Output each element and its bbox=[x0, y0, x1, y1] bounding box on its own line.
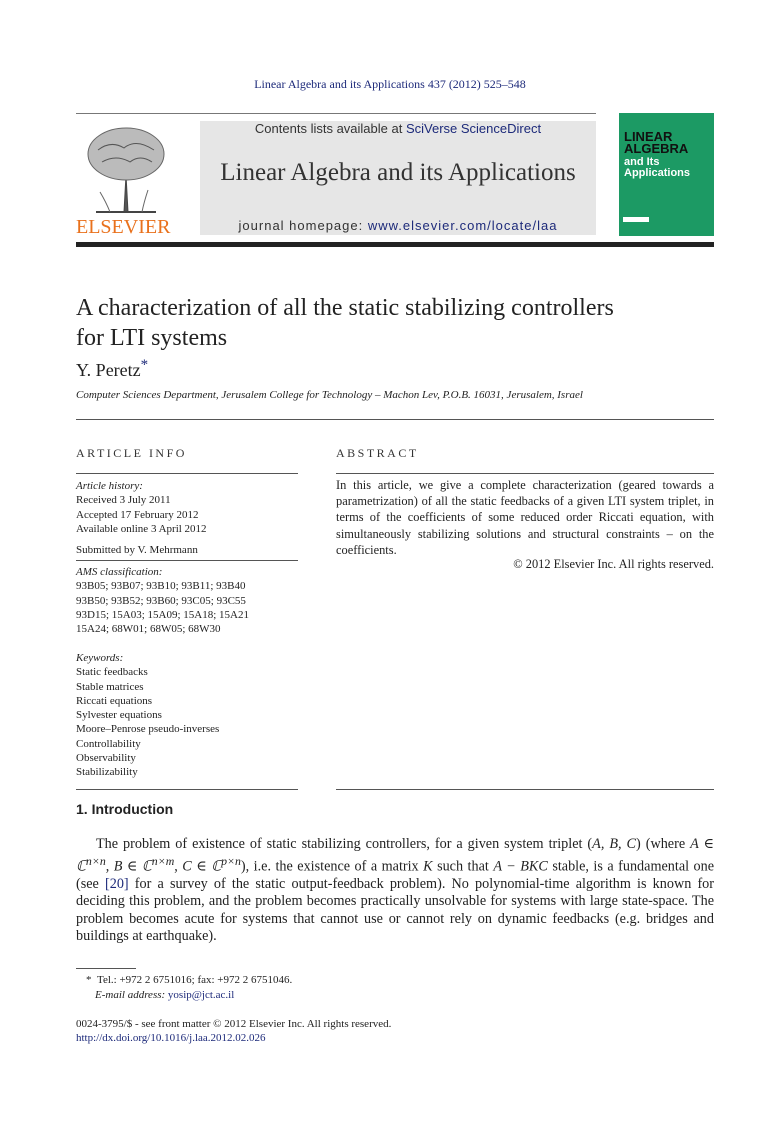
journal-header-box bbox=[200, 121, 596, 235]
footnote-email: E-mail address: yosip@jct.ac.il bbox=[95, 989, 235, 1001]
abstract-heading: ABSTRACT bbox=[336, 446, 419, 460]
abstract-bottom-rule bbox=[336, 789, 714, 790]
keyword: Stabilizability bbox=[76, 766, 138, 779]
author: Y. Peretz* bbox=[76, 357, 149, 380]
homepage-link[interactable]: www.elsevier.com/locate/laa bbox=[367, 218, 558, 233]
abstract-text: In this article, we give a complete characterization (geared towards a parametrization) of all the static feedbacks of a given LTI system triplet, in terms of the coefficients of some reduced order Riccati equation, with simultaneously stabilizing solutions and structural constraints – on the coefficients. bbox=[336, 478, 714, 557]
article-info-heading: ARTICLE INFO bbox=[76, 446, 187, 460]
cover-subtitle: and Its Applications bbox=[624, 156, 691, 179]
keywords: Keywords: Static feedbacks Stable matrices Riccati equations Sylvester equations Moore–Penrose pseudo-inverses Controllability Observability Stabilizability bbox=[76, 652, 220, 779]
sciencedirect-link[interactable]: SciVerse ScienceDirect bbox=[405, 121, 542, 136]
keyword: Riccati equations bbox=[76, 694, 153, 707]
keyword: Observability bbox=[76, 752, 136, 765]
submitted-by: Submitted by V. Mehrmann bbox=[76, 544, 198, 556]
keyword: Moore–Penrose pseudo-inverses bbox=[76, 723, 220, 736]
doi-link[interactable]: http://dx.doi.org/10.1016/j.laa.2012.02.026 bbox=[76, 1032, 266, 1044]
footnote-rule bbox=[76, 968, 136, 969]
keyword: Sylvester equations bbox=[76, 709, 162, 722]
keyword: Static feedbacks bbox=[76, 666, 148, 679]
header-thick-rule bbox=[76, 242, 714, 247]
author-footnote-mark[interactable]: * bbox=[140, 357, 149, 373]
abstract-rule bbox=[336, 473, 714, 474]
introduction-paragraph: The problem of existence of static stabilizing controllers, for a given system triplet (A, B, C) (where A ∈ ℂ$^{n\times n}$, B ∈ ℂ$^{n\times m}$, C ∈ ℂ$^{p\times n}$), i.e. the existence of a matrix K such that A − BKC stable, is a fundamental one (see [20] for a survey of the static output-feedback problem). No polynomial-time algorithm is known for deciding this problem, and the problem becomes practically unsolvable for systems with large state-space. The problem becomes acute for systems that cannot use or cannot rely on dynamic feedbacks (e.g. bridges and buildings at earthquake). bbox=[76, 836, 715, 944]
journal-citation[interactable]: Linear Algebra and its Applications 437 (2012) 525–548 bbox=[254, 77, 526, 91]
journal-homepage: journal homepage: www.elsevier.com/locate/laa bbox=[238, 218, 558, 233]
keyword: Stable matrices bbox=[76, 680, 144, 693]
elsevier-wordmark: ELSEVIER bbox=[76, 216, 171, 238]
issn-front-matter: 0024-3795/$ - see front matter © 2012 Elsevier Inc. All rights reserved. bbox=[76, 1018, 392, 1030]
article-title: A characterization of all the static stabilizing controllers for LTI systems bbox=[76, 295, 614, 351]
tree-icon bbox=[76, 120, 178, 238]
affiliation: Computer Sciences Department, Jerusalem College for Technology – Machon Lev, P.O.B. 16031, Jerusalem, Israel bbox=[76, 389, 583, 401]
email-link[interactable]: yosip@jct.ac.il bbox=[167, 989, 235, 1001]
ams-classification: AMS classification: 93B05; 93B07; 93B10; 93B11; 93B40 93B50; 93B52; 93B60; 93C05; 93C55 93D15; 15A03; 15A09; 15A18; 15A21 15A24; 68W01; 68W05; 68W30 bbox=[76, 566, 249, 636]
footnote-contact: * Tel.: +972 2 6751016; fax: +972 2 6751046. bbox=[86, 974, 293, 986]
cover-title: LINEAR ALGEBRA bbox=[624, 129, 689, 156]
article-info-divider bbox=[76, 560, 298, 561]
journal-cover-image[interactable] bbox=[619, 113, 714, 236]
header-rule bbox=[76, 113, 596, 114]
journal-name: Linear Algebra and its Applications bbox=[220, 159, 576, 186]
reference-link[interactable]: [20] bbox=[105, 876, 129, 893]
article-history: Article history: Received 3 July 2011 Accepted 17 February 2012 Available online 3 April 2012 bbox=[76, 480, 207, 535]
cover-label-bar bbox=[623, 217, 649, 222]
contents-availability: Contents lists available at SciVerse ScienceDirect bbox=[254, 121, 542, 136]
abstract-copyright: © 2012 Elsevier Inc. All rights reserved. bbox=[513, 557, 714, 571]
section-rule bbox=[76, 419, 714, 420]
elsevier-tree-logo[interactable] bbox=[76, 120, 178, 238]
article-info-rule bbox=[76, 473, 298, 474]
introduction-heading: 1. Introduction bbox=[76, 801, 174, 817]
article-info-bottom-rule bbox=[76, 789, 298, 790]
keyword: Controllability bbox=[76, 737, 141, 750]
